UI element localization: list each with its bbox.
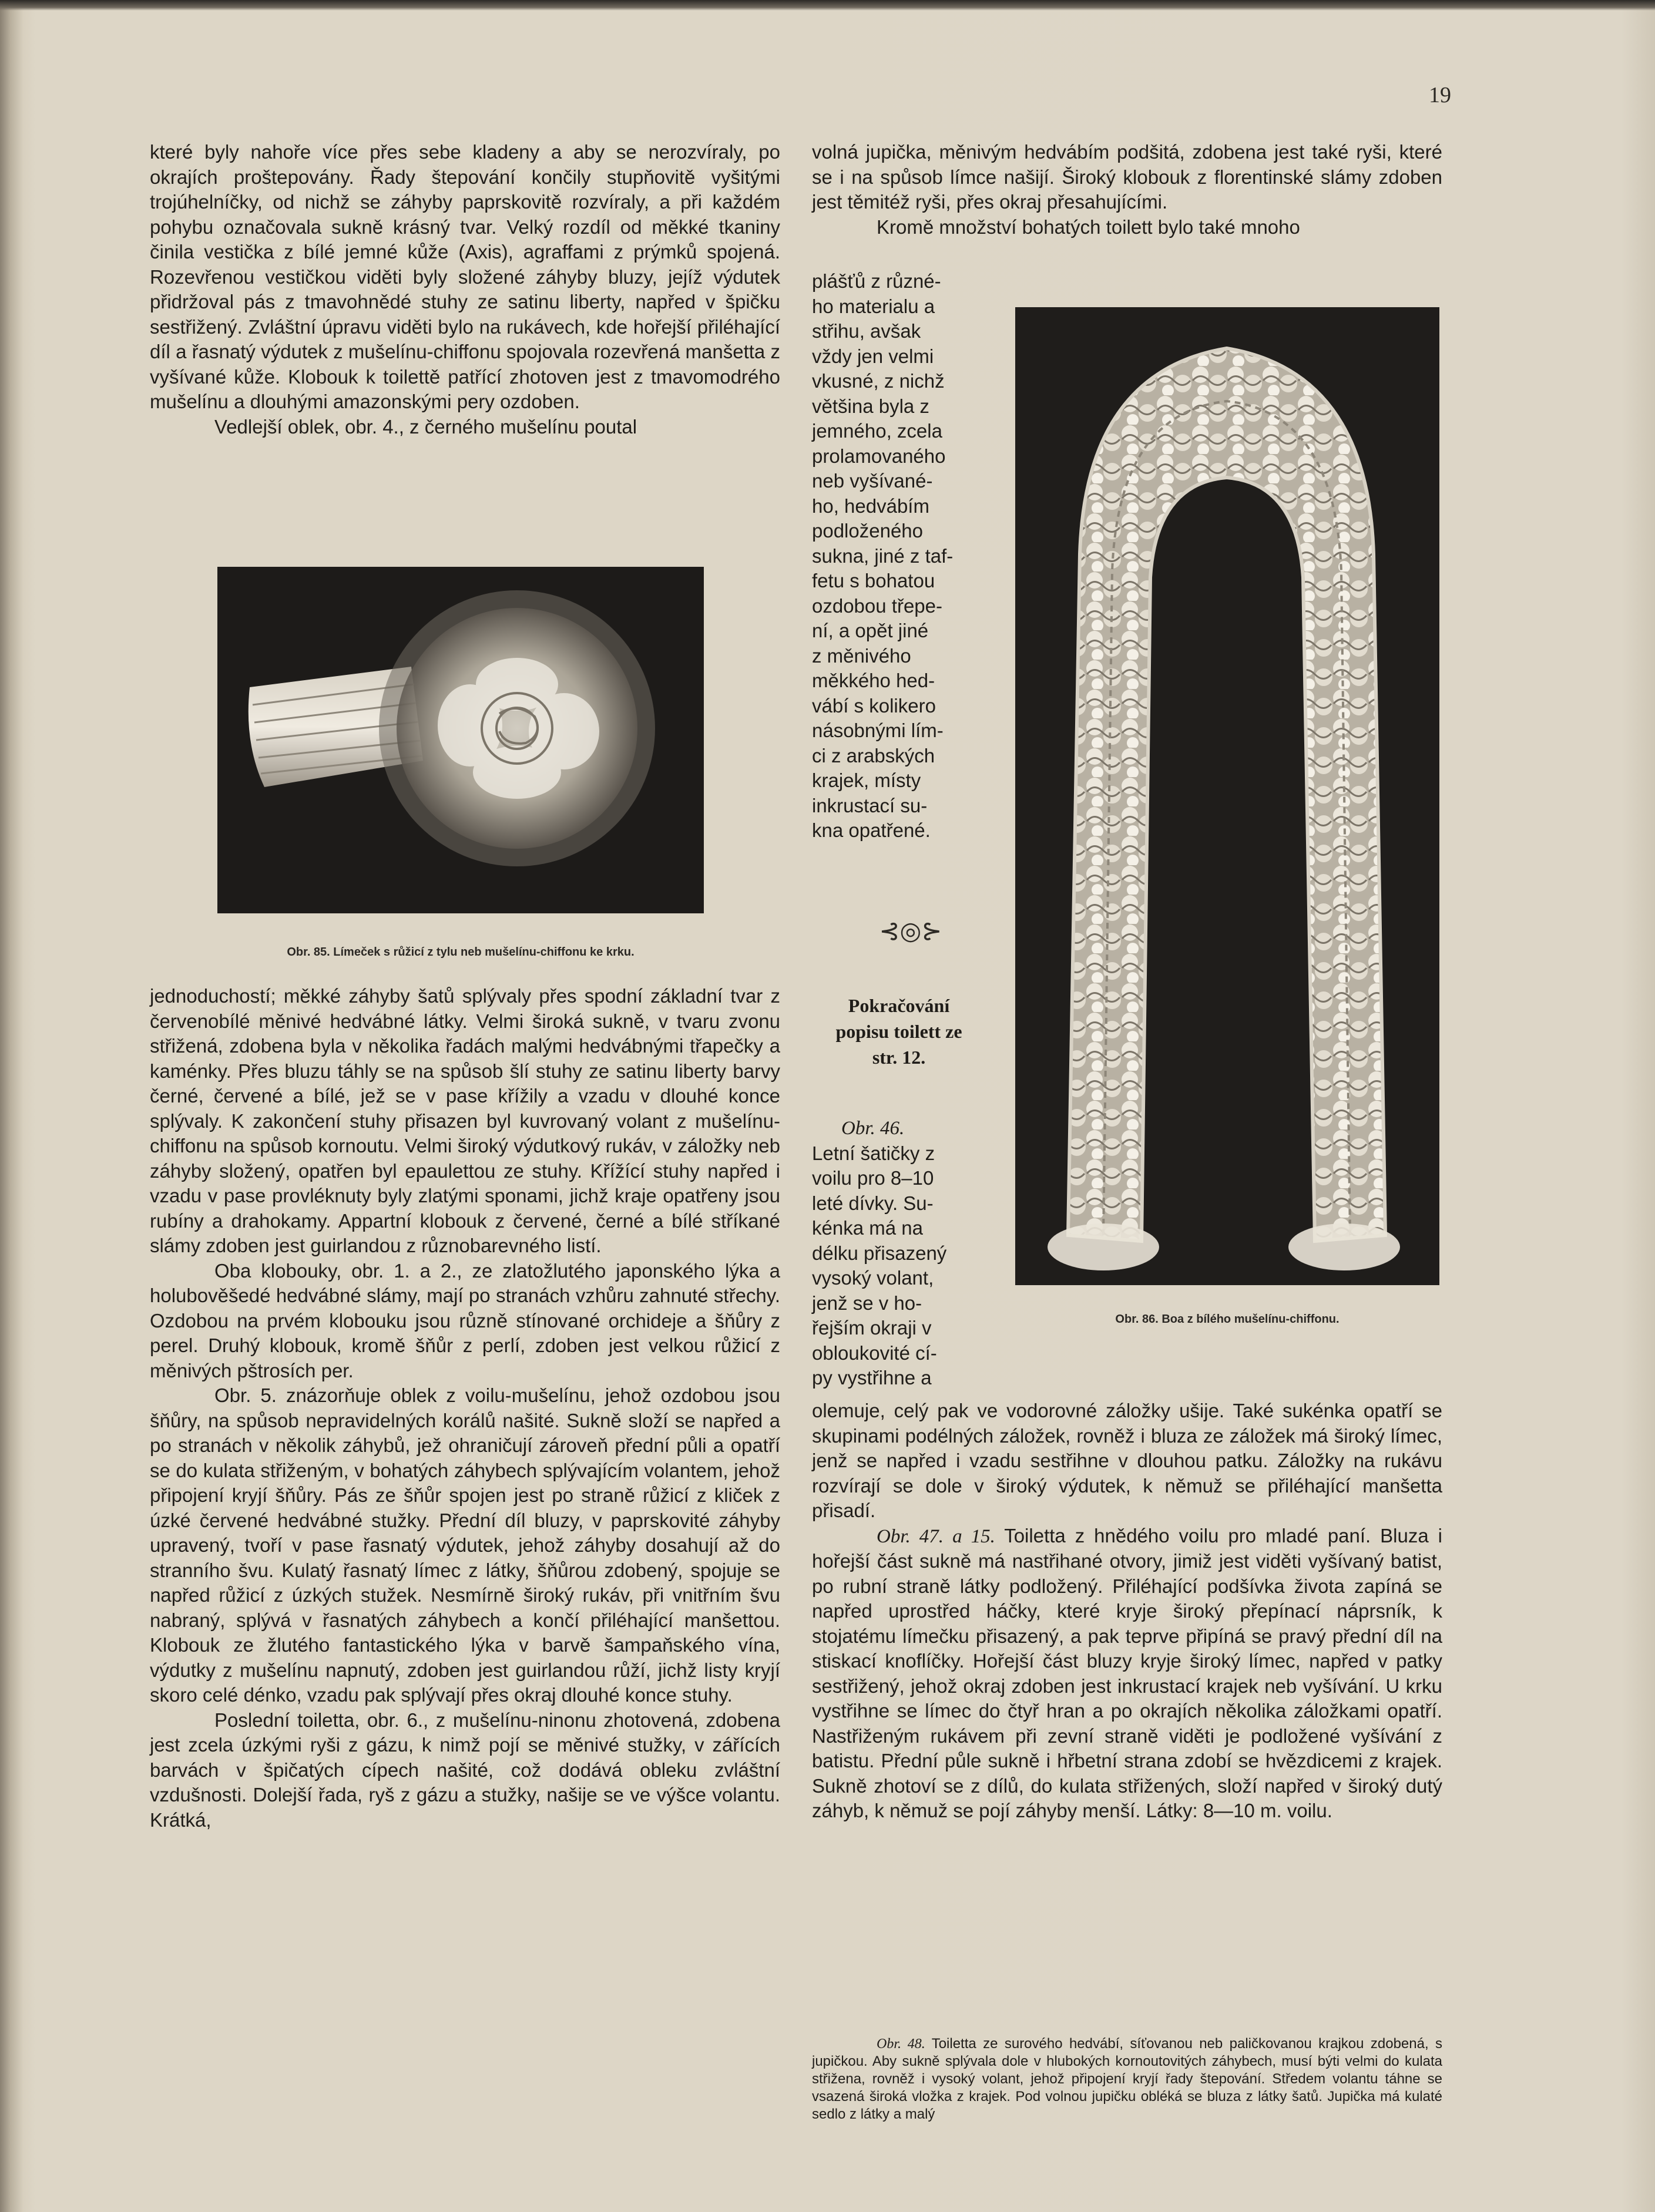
figure-85-caption: Obr. 85. Límeček s růžicí z tylu neb mušelínu-chiffonu ke krku. — [287, 946, 635, 959]
narrow-line: obloukovité cí- — [812, 1342, 937, 1364]
narrow-line: měkkého hed- — [812, 670, 935, 691]
narrow-line: prolamovaného — [812, 445, 946, 467]
narrow-line: vždy jen velmi — [812, 345, 934, 367]
obr46-column — [812, 1116, 994, 1391]
narrow-line: krajek, místy — [812, 769, 921, 791]
narrow-line: neb vyšívané- — [812, 470, 933, 492]
narrow-line: násobnými lím- — [812, 720, 944, 741]
paragraph: jednoduchostí; měkké záhyby šatů splývaly přes spodní základní tvar z červenobílé měnivé hedvábné látky. Velmi široká sukně, v tvaru zvonu střižená, zdobena byla v několika řadách malými hedvábnými třapečky a kaménky. Přes bluzu táhly se na spůsob šlí stuhy ze satinu liberty barvy černé, červené a bílé, jež se v pase křížily a vzadu v dlouhé konce splývaly. K zakončení stuhy přisazen byl kuvrovaný volant z mušelínu-chiffonu na spůsob kornoutu. Velmi široký výdutkový rukáv, v záložky neb záhyby složený, opatřen byl epaulettou ze stuhy. Křížící stuhy napřed i vzadu v pase provléknuty byly zlatými sponami, jichž kraje opatřeny jsou rubíny a drahokamy. Appartní klobouk z červené, černé a bílé stříkané slámy zdoben jest guirlandou z různobarevného listí. — [150, 985, 780, 1256]
boa-image — [1015, 307, 1439, 1285]
narrow-line: vkusné, z nichž — [812, 370, 945, 392]
narrow-line: leté dívky. Su- — [812, 1192, 934, 1214]
narrow-line: z měnivého — [812, 644, 911, 667]
section-heading — [808, 993, 990, 1070]
narrow-line: Letní šatičky z — [812, 1142, 935, 1164]
narrow-line: řejším okraji v — [812, 1317, 932, 1339]
collar-rosette-image — [217, 567, 704, 913]
narrow-line: kna opatřené. — [812, 819, 931, 841]
narrow-line: vysoký volant, — [812, 1267, 934, 1289]
paragraph: Oba klobouky, obr. 1. a 2., ze zlatožlutého japonského lýka a holubověšedé hedvábné slámy, mají po stranách vzhůru zahnuté střechy. Ozdobou na prvém klobouku jsou různě stínované orchideje a šňůry z perel. Druhý klobouk, kromě šňůr z perlí, zdoben jest velkou růžicí z měnivých pštrosích per. — [150, 1259, 780, 1381]
narrow-line: fetu s bohatou — [812, 570, 935, 591]
figure-85-photo — [217, 567, 704, 913]
narrow-line: voilu pro 8–10 — [812, 1167, 934, 1189]
right-column-top — [812, 140, 1442, 240]
obr48-label: Obr. 48. — [877, 2036, 925, 2052]
narrow-line: délku přisazený — [812, 1242, 947, 1264]
left-column-top — [150, 140, 780, 439]
paragraph: Vedlejší oblek, obr. 4., z černého mušelínu poutal — [214, 415, 637, 438]
narrow-line: py vystřihne a — [812, 1367, 932, 1389]
narrow-line: ci z arabských — [812, 744, 935, 767]
heading-line: str. 12. — [872, 1047, 926, 1068]
obr47-text: Toiletta z hnědého voilu pro mladé paní. Bluza i hořejší část sukně má nastřihané otvory, jimiž jest viděti vyšívaný batist, po rubní straně látky podložený. Přiléhající podšívka života zapíná se napřed uprostřed háčky, které kryje široký přepínací náprsník, k stojatému límečku přisazený, a pak teprve připíná se pravý přední díl na stiskací knoflíčky. Hořejší část bluzy kryje široký límec, napřed v patky sestřižený, jehož okraj zdoben jest inkrustací krajek neb vyšívání. U krku vystřihne se límec do čtyř hran a po okrajích několika záložkami opatří. Nastřiženým rukávem při zevní straně viděti je podložené vyšívání z batistu. Přední půle sukně i hřbetní strana zdobí se hvězdicemi z krajek. Sukně zhotoví se z dílů, do kulata střižených, složí napřed v široký dutý záhyb, k němuž se pojí záhyby menší. Látky: 8—10 m. voilu. — [812, 1524, 1442, 1821]
paragraph: Obr. 5. znázorňuje oblek z voilu-mušelínu, jehož ozdobou jsou šňůry, na spůsob nepravidelných korálů našité. Sukně složí se napřed a po stranách v několik záhybů, jež ohraničují zároveň přední půli a opatří se do kulata střiženým, v bohatých záhybech splývajícím volantem, jehož připojení kryjí šňůry. Pás ze šňůr spojen jest po straně růžicí z kliček z úzké červené hedvábné stužky. Přední díl bluzy, v paprskovité záhyby upravený, tvoří v pase řasnatý výdutek, jehož záhyby dosahují až do stranního švu. Kulatý řasnatý límec z látky, šňůrou zdobený, spojuje se napřed růžicí z úzkých stužek. Nesmírně široký rukáv, při vnitřním švu nabraný, splývá v řasnatých záhybech a končí přiléhající manšettou. Klobouk ze žlutého fantastického lýka v barvě šampaňského vína, výdutky z mušelínu napnutý, zdoben jest guirlandou růží, jichž listy kryjí skoro celé dénko, vzadu pak splývají přes okraj dlouhé konce stuhy. — [150, 1384, 780, 1706]
narrow-line: ní, a opět jiné — [812, 620, 929, 641]
narrow-line: vábí s kolikero — [812, 694, 936, 717]
paragraph: volná jupička, měnivým hedvábím podšitá, zdobena jest také ryši, které se i na spůsob límce našijí. Široký klobouk z florentinské slámy zdoben jest těmitéž ryši, přes okraj přesahujícími. — [812, 141, 1442, 213]
narrow-line: plášťů z různé- — [812, 270, 941, 292]
figure-86-caption: Obr. 86. Boa z bílého mušelínu-chiffonu. — [1115, 1313, 1340, 1326]
paragraph: které byly nahoře více přes sebe kladeny a aby se nerozvíraly, po okrajích proštepovány. Řady štepování končily stupňovitě vyšitými trojúhelníčky, od nichž se záhyby paprskovitě rozvíraly, a při každém pohybu označovala sukně krásný tvar. Velký rozdíl od měkké tkaniny činila vestička z bílé jemné kůže (Axis), agraffami z prýmků spojená. Rozevřenou vestičkou viděti byly složené záhyby bluzy, jejíž výdutek přidržoval pás z tmavohnědé stuhy ze satinu liberty, napřed v špičku sestřižený. Zvláštní úpravu viděti bylo na rukávech, kde hořejší přiléhající díl a řasnatý výdutek z mušelínu-chiffonu spojovala rozevřená manšetta z vyšívané kůže. Klobouk k toilettě patřící zhotoven jest z tmavomodrého mušelínu a dlouhými amazonskými pery ozdoben. — [150, 141, 780, 412]
narrow-line: střihu, avšak — [812, 320, 921, 342]
narrow-line: většina byla z — [812, 395, 929, 417]
page-top-edge — [0, 0, 1655, 11]
narrow-line: ho, hedvábím — [812, 495, 929, 517]
obr48-text: Toiletta ze surového hedvábí, síťovanou neb paličkovanou krajkou zdobená, s jupičkou. Aby sukně splývala dole v hlubokých kornoutovitých záhybech, musí býti velmi do kulata střižena, rovněž i vysoký volant, jehož připojení kryjí řady štepování. Středem volantu táhne se vsazená široká vložka z krajek. Pod volnou jupičku obléká se bluza z látky šatů. Jupička má kulaté sedlo z látky a malý — [812, 2036, 1443, 2122]
narrow-line: podloženého — [812, 520, 924, 542]
heading-line: Pokračování — [848, 995, 950, 1016]
narrow-line: ozdobou třepe- — [812, 594, 942, 617]
narrow-line: inkrustací su- — [812, 794, 928, 816]
obr46-label: Obr. 46. — [841, 1118, 905, 1139]
narrow-line: jemného, zcela — [812, 420, 942, 442]
ornament-divider: ⊰◎⊱ — [879, 916, 942, 945]
narrow-line: kénka má na — [812, 1217, 923, 1239]
heading-line: popisu toilett ze — [835, 1021, 962, 1042]
left-column-bottom — [150, 984, 780, 1833]
narrow-line: sukna, jiné z taf- — [812, 544, 954, 567]
obr48-paragraph — [812, 2035, 1442, 2123]
obr48-small-print — [812, 2035, 1442, 2123]
page-number: 19 — [1429, 83, 1451, 107]
right-column-bottom — [812, 1399, 1442, 1824]
paragraph: Poslední toiletta, obr. 6., z mušelínu-ninonu zhotovená, zdobena jest zcela úzkými ryši z gázu, k nimž pojí se měnivé stužky, v zářících barvách v špičatých cípech našité, což dodává obleku zvláštní vzdušnosti. Dolejší řada, ryš z gázu a stužky, našije se ve výšce volantu. Krátká, — [150, 1709, 780, 1831]
narrow-text-column — [812, 269, 988, 843]
paragraph: Kromě množství bohatých toilett bylo také mnoho — [877, 216, 1300, 238]
figure-86-photo — [1015, 307, 1439, 1285]
obr47-label: Obr. 47. a 15. — [877, 1525, 995, 1547]
narrow-line: jenž se v ho- — [812, 1292, 922, 1314]
obr47-paragraph — [812, 1524, 1442, 1824]
paragraph: olemuje, celý pak ve vodorovné záložky ušije. Také sukénka opatří se skupinami podélných záložek, rovněž i bluza ze záložek má široký límec, jenž se napřed i vzadu sestřihne v dlouhou patku. Záložky na rukávu rozvírají se dole v široký výdutek, k němuž se přiléhající manšetta přisadí. — [812, 1400, 1442, 1521]
narrow-line: ho materialu a — [812, 295, 935, 317]
